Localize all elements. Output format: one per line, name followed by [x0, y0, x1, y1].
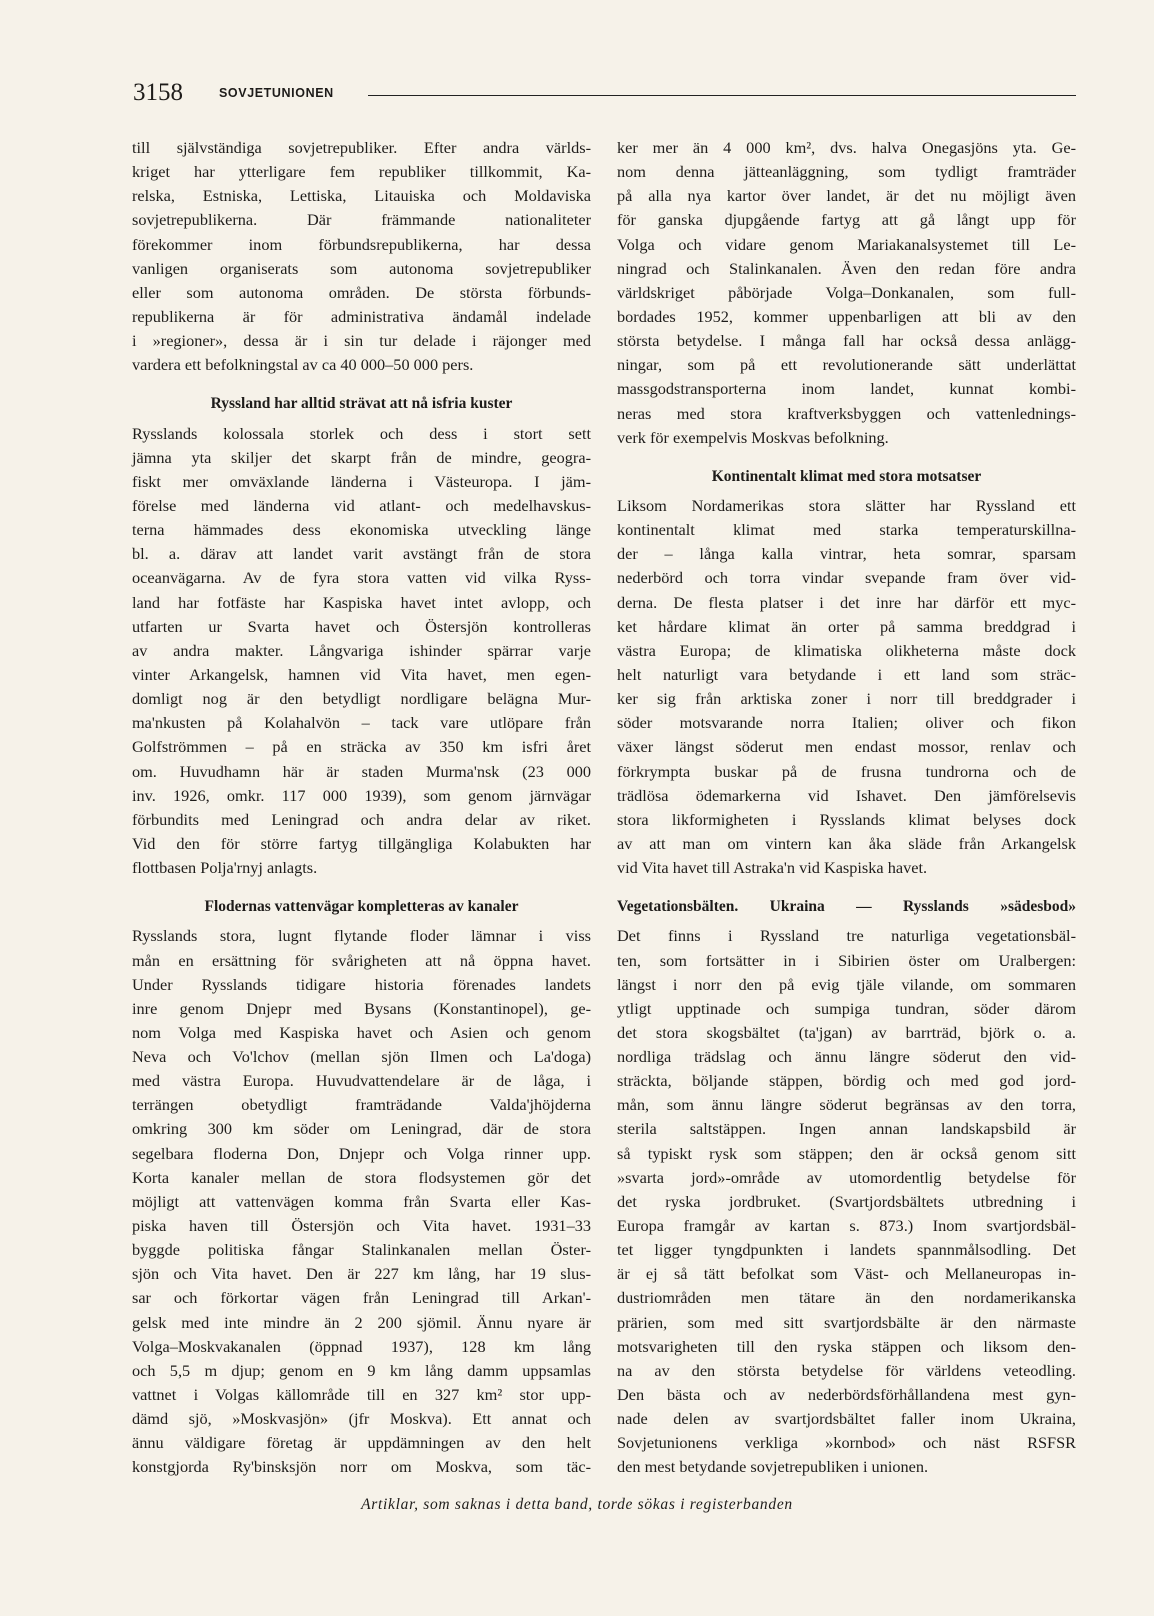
text-line: nom Volga med Kaspiska havet och Asien och genom — [132, 1022, 591, 1042]
text-line: utfarten ur Svarta havet och Östersjön kontrolleras — [132, 616, 591, 636]
section-title: SOVJETUNIONEN — [219, 86, 334, 100]
text-line: ker sig från arktiska zoner i norr till breddgrader i — [617, 689, 1076, 709]
text-line: prärien, som med sitt svartjordsbälte är den närmaste — [617, 1312, 1076, 1332]
text-line: motsvarigheten till den ryska stäppen och liksom den- — [617, 1336, 1076, 1356]
text-line: sterila saltstäppen. Ingen annan landskapsbild är — [617, 1119, 1076, 1139]
text-line: i »regioner», dessa är i sin tur delade i räjonger med — [132, 331, 591, 351]
text-line: Golfströmmen – på en sträcka av 350 km isfri året — [132, 737, 591, 757]
text-line: neras med stora kraftverksbyggen och vattenlednings- — [617, 403, 1076, 423]
text-line: Liksom Nordamerikas stora slätter har Ryssland ett — [617, 495, 1076, 515]
text-line: gelsk med inte mindre än 2 200 sjömil. Ännu nyare är — [132, 1312, 591, 1332]
text-line: med västra Europa. Huvudvattendelare är de låga, i — [132, 1071, 591, 1091]
text-line: inre genom Dnjepr med Bysans (Konstantinopel), ge- — [132, 998, 591, 1018]
text-line: helt naturligt vara betydande i ett land som sträc- — [617, 664, 1076, 684]
text-line: omkring 300 km söder om Leningrad, där de stora — [132, 1119, 591, 1139]
text-line: mån, som ännu längre söderut begränsas av den torra, — [617, 1095, 1076, 1115]
text-line: kriget har ytterligare fem republiker tillkommit, Ka- — [132, 162, 591, 182]
text-line: förekommer inom förbundsrepublikerna, har dessa — [132, 234, 591, 254]
text-line: sar och förkortar vägen från Leningrad till Arkan'- — [132, 1288, 591, 1308]
text-line: så typiskt rysk som stäppen; den är också genom sitt — [617, 1143, 1076, 1163]
section-heading: Ryssland har alltid strävat att nå isfria kuster — [210, 395, 513, 413]
left-column — [132, 136, 591, 1480]
text-line: massgodstransporterna inom landet, kunnat kombi- — [617, 379, 1076, 399]
text-line: förkrympta buskar på de frusna tundrorna och de — [617, 761, 1076, 781]
header-rule — [368, 95, 1076, 96]
text-line: fiskt mer omväxlande länderna i Västeuropa. I jäm- — [132, 471, 591, 491]
text-line: på alla nya kartor över landet, är det nu möjligt även — [617, 186, 1076, 206]
text-line: Under Rysslands tidigare historia förenades landets — [132, 974, 591, 994]
text-line: sjön och Vita havet. Den är 227 km lång, har 19 slus- — [132, 1264, 591, 1284]
text-line: Den bästa och av nederbördsförhållandena mest gyn- — [617, 1385, 1076, 1405]
text-line: inv. 1926, omkr. 117 000 1939), som genom järnvägar — [132, 785, 591, 805]
text-line: Rysslands stora, lugnt flytande floder lämnar i viss — [132, 926, 591, 946]
text-line: söder motsvarande norra Italien; oliver och fikon — [617, 713, 1076, 733]
text-line: vardera ett befolkningstal av ca 40 000–50 000 pers. — [132, 355, 474, 375]
text-line: det ryska jordbruket. (Svartjordsbältets utbredning i — [617, 1191, 1076, 1211]
text-line: Rysslands kolossala storlek och dess i stort sett — [132, 423, 591, 443]
text-line: segelbara floderna Don, Dnjepr och Volga rinner upp. — [132, 1143, 591, 1163]
text-line: största betydelse. I många fall har också dessa anlägg- — [617, 331, 1076, 351]
text-line: av att man om vintern kan åka släde från Arkangelsk — [617, 833, 1076, 853]
text-line: bl. a. därav att landet varit avstängt från de stora — [132, 544, 591, 564]
footer-note: Artiklar, som saknas i detta band, torde sökas i registerbanden — [361, 1496, 793, 1513]
text-line: sträckta, böljande stäppen, bördig och med god jord- — [617, 1071, 1076, 1091]
text-line: stora likformigheten i Rysslands klimat belyses dock — [617, 809, 1076, 829]
text-line: den mest betydande sovjetrepubliken i unionen. — [617, 1457, 929, 1477]
text-line: och 5,5 m djup; genom en 9 km lång damm uppsamlas — [132, 1360, 591, 1380]
text-line: ten, som fortsätter in i Sibirien öster om Uralbergen: — [617, 950, 1076, 970]
text-line: Korta kanaler mellan de stora flodsystemen gör det — [132, 1167, 591, 1187]
section-heading: Kontinentalt klimat med stora motsatser — [711, 467, 982, 485]
text-line: derna. De flesta platser i det inre har därför ett myc- — [617, 592, 1076, 612]
text-line: der – långa kalla vintrar, heta somrar, sparsam — [617, 544, 1076, 564]
text-line: ytligt upptinade och sumpiga tundran, söder därom — [617, 998, 1076, 1018]
text-line: byggde politiska fångar Stalinkanalen mellan Öster- — [132, 1240, 591, 1260]
text-line: domligt nog är den betydligt nordligare belägna Mur- — [132, 689, 591, 709]
text-line: Neva och Vo'lchov (mellan sjön Ilmen och La'doga) — [132, 1047, 591, 1067]
text-line: nom denna jätteanläggning, som tydligt framträder — [617, 162, 1076, 182]
text-line: mån en ersättning för svårigheten att nå öppna havet. — [132, 950, 591, 970]
text-line: tet ligger tyngdpunkten i landets spannmålsodling. Det — [617, 1240, 1076, 1260]
text-line: land har fotfäste har Kaspiska havet intet avlopp, och — [132, 592, 591, 612]
text-line: ker mer än 4 000 km², dvs. halva Onegasjöns yta. Ge- — [617, 138, 1076, 157]
text-line: om. Huvudhamn här är staden Murma'nsk (23 000 — [132, 761, 591, 781]
text-line: verk för exempelvis Moskvas befolkning. — [617, 427, 889, 447]
text-line: nederbörd och torra vindar svepande fram över vid- — [617, 568, 1076, 588]
text-line: är ej så tätt befolkat som Väst- och Mellaneuropas in- — [617, 1264, 1076, 1284]
text-line: ningar, som på ett revolutionerande sätt underlättat — [617, 355, 1076, 375]
running-head — [133, 78, 1076, 108]
text-line: ket hårdare klimat än orter på samma breddgrad i — [617, 616, 1076, 636]
section-heading: Vegetationsbälten. Ukraina — Rysslands »sädesbod» — [617, 898, 1076, 916]
text-line: dämd sjö, »Moskvasjön» (jfr Moskva). Ett annat och — [132, 1409, 591, 1429]
text-line: piska haven till Östersjön och Vita havet. 1931–33 — [132, 1216, 591, 1236]
text-line: trädlösa ödemarkerna vid Ishavet. Den jämförelsevis — [617, 785, 1076, 805]
text-line: nade delen av svartjordsbältet faller inom Ukraina, — [617, 1409, 1076, 1429]
text-line: jämna yta skiljer det skarpt från de mindre, geogra- — [132, 447, 591, 467]
text-line: eller som autonoma områden. De största förbunds- — [132, 282, 591, 302]
text-line: Volga och vidare genom Mariakanalsystemet till Le- — [617, 234, 1076, 254]
text-line: kontinentalt klimat med starka temperaturskillna- — [617, 520, 1076, 540]
text-line: förbundits med Leningrad och andra delar av riket. — [132, 809, 591, 829]
text-line: »svarta jord»-område av utomordentlig betydelse för — [617, 1167, 1076, 1187]
text-line: vinter Arkangelsk, hamnen vid Vita havet, men egen- — [132, 664, 591, 684]
text-line: vanligen organiserats som autonoma sovjetrepubliker — [132, 258, 591, 278]
text-line: ännu väldigare företag är uppdämningen av den helt — [132, 1433, 591, 1453]
text-line: för ganska djupgående fartyg att gå långt upp för — [617, 210, 1076, 230]
text-line: bordades 1952, kommer uppenbarligen att bli av den — [617, 306, 1076, 326]
section-heading: Flodernas vattenvägar kompletteras av kanaler — [204, 898, 519, 916]
text-line: republikerna är för administrativa ändamål indelade — [132, 306, 591, 326]
text-line: dustriområden men tätare än den nordamerikanska — [617, 1288, 1076, 1308]
text-line: förelse med länderna vid atlant- och medelhavskus- — [132, 495, 591, 515]
text-line: sovjetrepublikerna. Där främmande nationaliteter — [132, 210, 591, 230]
text-line: Volga–Moskvakanalen (öppnad 1937), 128 km lång — [132, 1336, 591, 1356]
right-column — [617, 136, 1076, 1480]
text-line: till självständiga sovjetrepubliker. Efter andra världs- — [132, 138, 591, 157]
text-line: Det finns i Ryssland tre naturliga vegetationsbäl- — [617, 926, 1076, 946]
text-line: av andra makter. Långvariga ishinder spärrar varje — [132, 640, 591, 660]
text-line: nordliga trädslag och ännu längre söderut den vid- — [617, 1047, 1076, 1067]
text-line: ningrad och Stalinkanalen. Även den redan före andra — [617, 258, 1076, 278]
text-line: världskriget påbörjade Volga–Donkanalen, som full- — [617, 282, 1076, 302]
page-number: 3158 — [133, 79, 183, 106]
text-line: konstgjorda Ry'binsksjön norr om Moskva, som täc- — [132, 1457, 591, 1477]
text-line: vattnet i Volgas källområde till en 327 km² stor upp- — [132, 1385, 591, 1405]
text-line: möjligt att vattenvägen komma från Svarta eller Kas- — [132, 1191, 591, 1211]
text-line: terrängen obetydligt framträdande Valda'jhöjderna — [132, 1095, 591, 1115]
text-line: terna hämmades dess ekonomiska utveckling länge — [132, 520, 591, 540]
text-line: ma'nkusten på Kolahalvön – tack vare utlöpare från — [132, 713, 591, 733]
text-line: västra Europa; de klimatiska olikheterna måste dock — [617, 640, 1076, 660]
text-line: Europa framgår av kartan s. 873.) Inom svartjordsbäl- — [617, 1216, 1076, 1236]
text-line: längst i norr den på evig tjäle vilande, om sommaren — [617, 974, 1076, 994]
text-line: vid Vita havet till Astraka'n vid Kaspiska havet. — [617, 858, 928, 878]
text-line: växer längst söderut men endast mossor, renlav och — [617, 737, 1076, 757]
text-line: flottbasen Polja'rnyj anlagts. — [132, 858, 318, 878]
text-line: det stora skogsbältet (ta'jgan) av barrträd, björk o. a. — [617, 1022, 1076, 1042]
text-line: relska, Estniska, Lettiska, Litauiska och Moldaviska — [132, 186, 591, 206]
text-line: Vid den för större fartyg tillgängliga Kolabukten har — [132, 833, 591, 853]
text-line: Sovjetunionens verkliga »kornbod» och näst RSFSR — [617, 1433, 1076, 1453]
text-line: na av den största betydelse för världens veteodling. — [617, 1360, 1076, 1380]
text-line: oceanvägarna. Av de fyra stora vatten vid vilka Ryss- — [132, 568, 591, 588]
